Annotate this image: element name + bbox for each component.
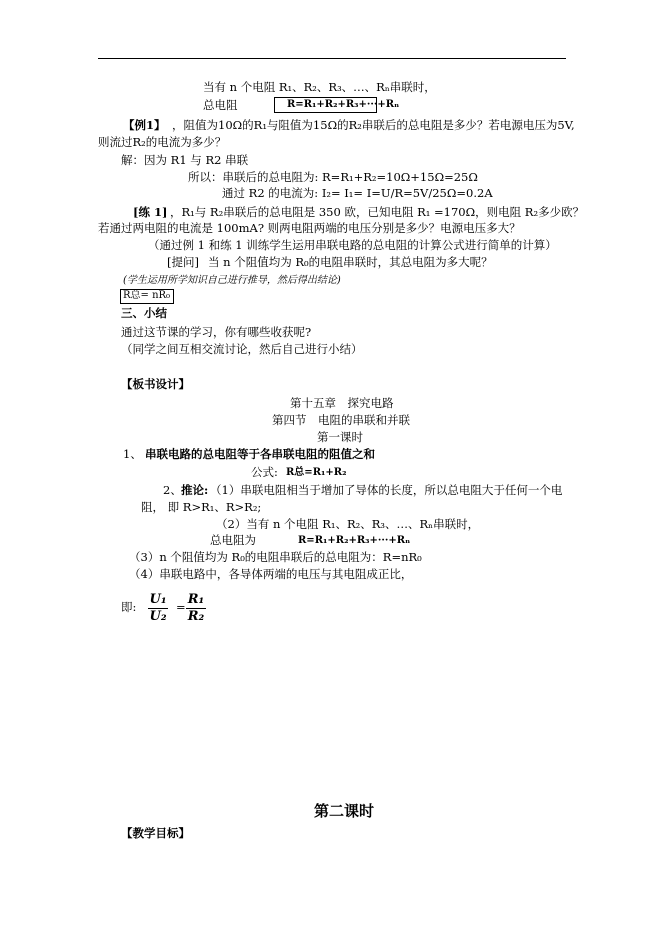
inference-number: 2、 [163, 483, 182, 497]
question-tag: [提问] [167, 255, 199, 269]
formula-label: 公式: [251, 465, 278, 479]
total-resistance-formula: R=R₁+R₂+R₃+···+Rₙ [287, 99, 400, 110]
example-question-line2: 则流过R₂的电流为多少？ [98, 135, 227, 149]
question-text: 当 n 个阻值均为 R₀的电阻串联时，其总电阻为多大呢？ [208, 255, 493, 269]
rule1-text: 串联电路的总电阻等于各串联电阻的阻值之和 [145, 447, 375, 461]
inference-total-formula: R=R₁+R₂+R₃+···+Rₙ [298, 535, 411, 546]
inference-line1: （1）串联电阻相当于增加了导体的长度，所以总电阻大于任何一个电 [210, 483, 563, 497]
resistance-r2: R₂ [187, 609, 205, 624]
inference-line2: 阻， 即 R>R₁、R>R₂; [141, 500, 262, 514]
practice-question-line1: ，R₁与 R₂串联后的总电阻是 350 欧，已知电阻 R₁ =170Ω，则电阻 R₂多少欧？ [170, 205, 585, 219]
practice-question-line2: 若通过两电阻的电流是 100mA? 则两电阻两端的电压分别是多少？电源电压多大？ [98, 221, 521, 235]
teaching-goals-heading: 【教学目标】 [121, 826, 190, 840]
header-rule [98, 58, 566, 59]
voltage-ratio-fraction [148, 592, 168, 625]
example-tag: 【例1】 [123, 118, 166, 132]
series-formula: R总=R₁+R₂ [286, 467, 347, 478]
total-resistance-label: 总电阻 [203, 98, 238, 112]
lesson-title: 第一课时 [317, 430, 363, 444]
solution-line1: 解：因为 R1 与 R2 串联 [121, 153, 249, 167]
summary-line2: （同学之间互相交流讨论，然后自己进行小结） [121, 342, 363, 356]
inference-total-label: 总电阻为 [210, 533, 256, 547]
example-question-line1: ，阻值为10Ω的R₁与阻值为15Ω的R₂串联后的总电阻是多少？若电源电压为5V, [172, 118, 575, 132]
summary-line1: 通过这节课的学习，你有哪些收获呢? [121, 325, 312, 339]
second-lesson-title: 第二课时 [314, 802, 375, 820]
voltage-u2: U₂ [149, 609, 167, 624]
practice-tag: [练 1] [133, 205, 168, 219]
solution-line2: 所以：串联后的总电阻为: R=R₁+R₂=10Ω+15Ω=25Ω [188, 170, 478, 184]
practice-note: （通过例 1 和练 1 训练学生运用串联电路的总电阻的计算公式进行简单的计算） [148, 238, 557, 252]
equals-sign: = [176, 600, 186, 614]
derivation-note: (学生运用所学知识自己进行推导，然后得出结论) [123, 275, 341, 286]
inference-label: 推论: [181, 483, 209, 497]
ratio-label: 即: [121, 600, 137, 614]
resistance-r1: R₁ [187, 592, 205, 607]
resistance-ratio-fraction [186, 592, 206, 625]
chapter-title: 第十五章 探究电路 [290, 396, 394, 410]
section-title: 第四节 电阻的串联和并联 [272, 413, 410, 427]
inference-line6: （4）串联电路中，各导体两端的电压与其电阻成正比， [129, 567, 413, 581]
rule1-number: 1、 [123, 447, 142, 461]
voltage-u1: U₁ [149, 592, 167, 607]
summary-heading: 三、小结 [121, 306, 167, 320]
formula-n-r0: R总= nR₀ [123, 290, 171, 301]
series-n-resistors-text: 当有 n 个电阻 R₁、R₂、R₃、…、Rₙ串联时， [203, 80, 436, 94]
inference-line3: （2）当有 n 个电阻 R₁、R₂、R₃、…、Rₙ串联时， [216, 517, 480, 531]
inference-line5: （3）n 个阻值均为 R₀的电阻串联后的总电阻为：R=nR₀ [129, 550, 422, 564]
board-design-heading: 【板书设计】 [121, 377, 190, 391]
solution-line3: 通过 R2 的电流为: I₂= I₁= I=U/R=5V/25Ω=0.2A [222, 186, 493, 200]
